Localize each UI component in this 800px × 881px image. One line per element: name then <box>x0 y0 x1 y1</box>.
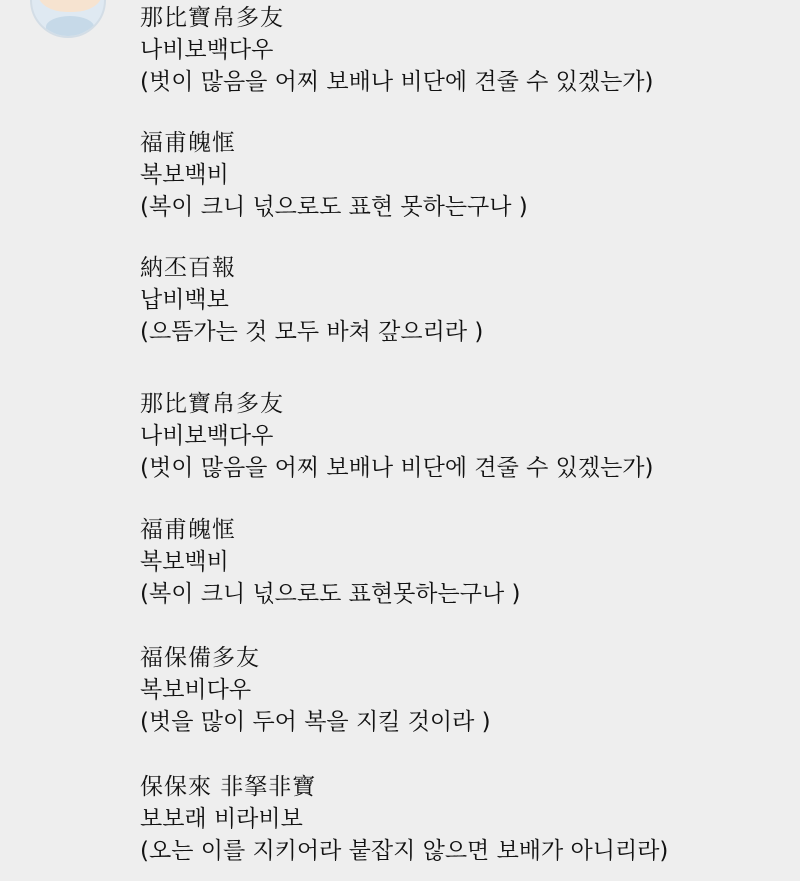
hanja-line: 保保來 非拏非寶 <box>140 774 317 800</box>
meaning-line: (으뜸가는 것 모두 바쳐 갚으리라 ) <box>140 319 484 345</box>
reading-line: 납비백보 <box>140 287 229 313</box>
hanja-line: 納丕百報 <box>140 255 236 281</box>
avatar[interactable] <box>30 0 106 38</box>
stanza <box>140 642 780 738</box>
stanza <box>140 514 780 610</box>
reading-line: 복보백비 <box>140 549 229 575</box>
stanza <box>140 2 780 98</box>
avatar-face <box>38 0 102 12</box>
hanja-line: 福甫魄恇 <box>140 517 236 543</box>
reading-line: 보보래 비라비보 <box>140 806 303 832</box>
hanja-line: 福保備多友 <box>140 645 260 671</box>
hanja-line: 那比寶帛多友 <box>140 5 284 31</box>
meaning-line: (벗이 많음을 어찌 보배나 비단에 견줄 수 있겠는가) <box>140 69 654 95</box>
meaning-line: (벗이 많음을 어찌 보배나 비단에 견줄 수 있겠는가) <box>140 455 654 481</box>
stanza <box>140 388 780 484</box>
meaning-line: (오는 이를 지키어라 붙잡지 않으면 보배가 아니리라) <box>140 838 669 864</box>
reading-line: 나비보백다우 <box>140 37 274 63</box>
stanza <box>140 252 780 348</box>
reading-line: 복보비다우 <box>140 677 252 703</box>
meaning-line: (벗을 많이 두어 복을 지킬 것이라 ) <box>140 709 491 735</box>
stanza <box>140 771 780 867</box>
hanja-line: 那比寶帛多友 <box>140 391 284 417</box>
stanza <box>140 127 780 223</box>
meaning-line: (복이 크니 넋으로도 표현 못하는구나 ) <box>140 194 528 220</box>
hanja-line: 福甫魄恇 <box>140 130 236 156</box>
reading-line: 복보백비 <box>140 162 229 188</box>
avatar-collar <box>46 16 94 38</box>
meaning-line: (복이 크니 넋으로도 표현못하는구나 ) <box>140 581 521 607</box>
reading-line: 나비보백다우 <box>140 423 274 449</box>
